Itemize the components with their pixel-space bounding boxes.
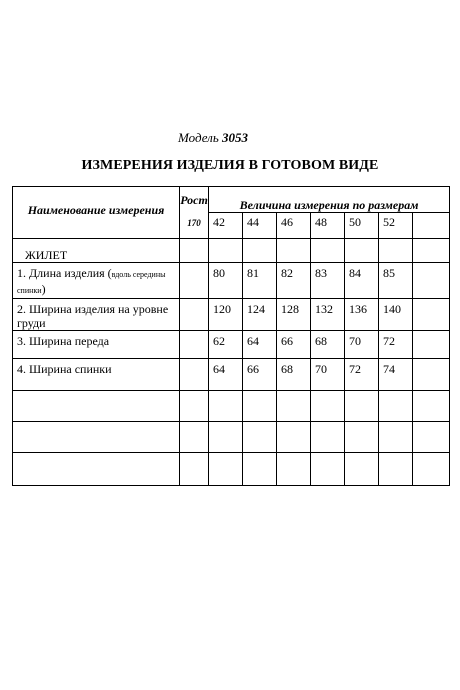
size-cell: 52 — [379, 213, 413, 239]
empty-row — [13, 453, 450, 486]
value-cell — [413, 331, 450, 359]
empty-cell — [379, 422, 413, 453]
empty-cell — [379, 239, 413, 263]
empty-cell — [13, 453, 180, 486]
measurements-table — [12, 186, 450, 486]
empty-cell — [277, 422, 311, 453]
row-label-note: вдоль середины спинки — [17, 270, 166, 295]
header-velichina: Величина измерения по размерам — [209, 187, 450, 213]
row-label — [13, 331, 180, 359]
empty-cell — [345, 239, 379, 263]
row-label-main: 4. Ширина спинки — [17, 362, 112, 376]
empty-cell — [345, 391, 379, 422]
value-cell: 68 — [311, 331, 345, 359]
empty-cell — [413, 391, 450, 422]
value-cell: 68 — [277, 359, 311, 391]
value-cell: 124 — [243, 299, 277, 331]
model-label — [178, 130, 248, 146]
table-row — [13, 331, 450, 359]
value-cell: 120 — [209, 299, 243, 331]
header-rost — [180, 187, 209, 239]
value-cell: 82 — [277, 263, 311, 299]
empty-cell — [277, 391, 311, 422]
value-cell: 66 — [277, 331, 311, 359]
section-label: ЖИЛЕТ — [13, 239, 180, 263]
rost-label: Рост — [180, 193, 208, 207]
value-cell: 140 — [379, 299, 413, 331]
value-cell: 83 — [311, 263, 345, 299]
header-row — [13, 187, 450, 213]
value-cell — [413, 359, 450, 391]
empty-cell — [379, 391, 413, 422]
empty-cell — [243, 239, 277, 263]
value-cell: 128 — [277, 299, 311, 331]
size-cell: 44 — [243, 213, 277, 239]
empty-cell — [13, 422, 180, 453]
row-label-main: 1. Длина изделия ( — [17, 266, 112, 280]
size-cell: 46 — [277, 213, 311, 239]
empty-cell — [180, 391, 209, 422]
value-cell — [413, 299, 450, 331]
size-cell: 48 — [311, 213, 345, 239]
value-cell: 136 — [345, 299, 379, 331]
empty-cell — [413, 422, 450, 453]
value-cell: 70 — [345, 331, 379, 359]
value-cell: 62 — [209, 331, 243, 359]
empty-cell — [311, 391, 345, 422]
size-cell — [413, 213, 450, 239]
empty-cell — [180, 299, 209, 331]
empty-cell — [180, 453, 209, 486]
empty-cell — [311, 422, 345, 453]
value-cell: 72 — [379, 331, 413, 359]
value-cell: 74 — [379, 359, 413, 391]
value-cell: 66 — [243, 359, 277, 391]
empty-cell — [345, 453, 379, 486]
empty-cell — [209, 422, 243, 453]
table-row — [13, 359, 450, 391]
empty-row — [13, 422, 450, 453]
empty-cell — [311, 453, 345, 486]
table-row — [13, 299, 450, 331]
value-cell: 72 — [345, 359, 379, 391]
empty-cell — [180, 239, 209, 263]
value-cell — [413, 263, 450, 299]
empty-cell — [413, 239, 450, 263]
empty-cell — [243, 391, 277, 422]
empty-cell — [311, 239, 345, 263]
empty-cell — [243, 422, 277, 453]
row-label — [13, 299, 180, 331]
value-cell: 64 — [209, 359, 243, 391]
page-title: ИЗМЕРЕНИЯ ИЗДЕЛИЯ В ГОТОВОМ ВИДЕ — [81, 158, 379, 173]
section-row — [13, 239, 450, 263]
size-cell: 42 — [209, 213, 243, 239]
row-label-end: ) — [41, 282, 46, 296]
row-label — [13, 263, 180, 299]
empty-cell — [345, 422, 379, 453]
empty-cell — [180, 359, 209, 391]
model-number: 3053 — [222, 130, 248, 145]
row-label-main: 3. Ширина переда — [17, 334, 110, 348]
value-cell: 132 — [311, 299, 345, 331]
value-cell: 81 — [243, 263, 277, 299]
empty-cell — [277, 239, 311, 263]
size-cell: 50 — [345, 213, 379, 239]
empty-cell — [209, 453, 243, 486]
empty-cell — [13, 391, 180, 422]
row-label — [13, 359, 180, 391]
table-row — [13, 263, 450, 299]
empty-cell — [180, 263, 209, 299]
value-cell: 64 — [243, 331, 277, 359]
empty-row — [13, 391, 450, 422]
empty-cell — [209, 391, 243, 422]
empty-cell — [277, 453, 311, 486]
header-name: Наименование измерения — [13, 187, 180, 239]
row-label-main: 2. Ширина изделия на уровне груди — [17, 302, 169, 330]
value-cell: 84 — [345, 263, 379, 299]
empty-cell — [413, 453, 450, 486]
empty-cell — [209, 239, 243, 263]
empty-cell — [379, 453, 413, 486]
value-cell: 80 — [209, 263, 243, 299]
empty-cell — [180, 422, 209, 453]
empty-cell — [243, 453, 277, 486]
rost-value: 170 — [187, 218, 201, 228]
value-cell: 85 — [379, 263, 413, 299]
value-cell: 70 — [311, 359, 345, 391]
empty-cell — [180, 331, 209, 359]
model-prefix: Модель — [178, 130, 219, 145]
